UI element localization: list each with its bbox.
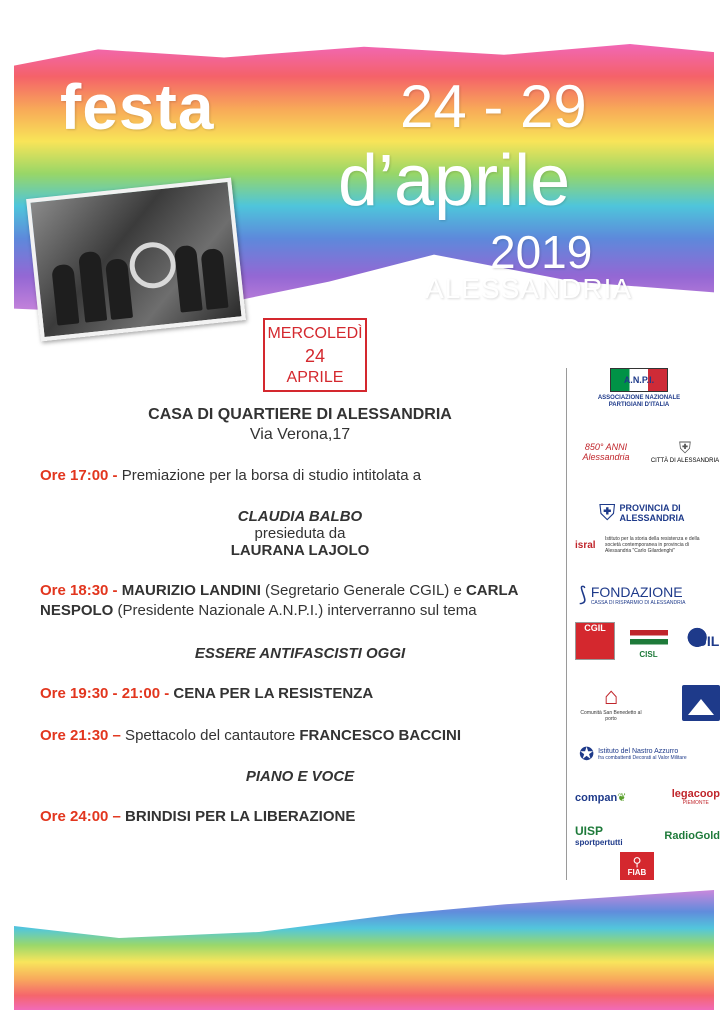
event-5-time: Ore 24:00 – xyxy=(40,808,121,825)
event-1-name: CLAUDIA BALBO xyxy=(237,508,363,525)
event-4 xyxy=(40,726,560,746)
uisp-radio-logos xyxy=(575,824,720,847)
comunita-nastro-logos xyxy=(575,684,720,722)
provincia-shield-icon: ⛨ xyxy=(599,500,616,525)
bicycle-icon: ⚲ xyxy=(632,854,642,869)
citta-alessandria-label: CITTÀ DI ALESSANDRIA xyxy=(650,458,720,464)
rainbow-footer-background xyxy=(14,890,714,1010)
event-1-details xyxy=(40,508,560,559)
nastro-emblem-icon: ✪ xyxy=(579,744,595,764)
cisl-logo: CISL xyxy=(630,623,668,659)
legacoop-logo xyxy=(672,788,720,806)
nastro-sub: fra combattenti Decorati al Valor Militare xyxy=(598,755,687,761)
uisp-sub: sportpertutti xyxy=(575,838,623,847)
fondazione-icon: ⟆ xyxy=(579,584,587,606)
fondazione-text-block xyxy=(591,584,686,606)
date-month: APRILE xyxy=(286,369,344,386)
compan-logo xyxy=(575,791,626,804)
event-3-text: CENA PER LA RESISTENZA xyxy=(169,685,374,702)
event-2-time: Ore 18:30 - xyxy=(40,582,118,599)
date-day: 24 xyxy=(304,346,326,366)
comunita-label: Comunità San Benedetto al porto xyxy=(580,710,642,722)
mountain-logo xyxy=(682,685,720,721)
fondazione-label: FONDAZIONE xyxy=(590,583,683,600)
compan-label: compan xyxy=(575,791,618,804)
anpi-logo xyxy=(589,368,689,409)
compan-legacoop-logos xyxy=(575,788,720,806)
isral-mark: isral xyxy=(575,539,596,551)
historic-photo xyxy=(26,178,246,342)
fiab-label: FIAB xyxy=(627,867,647,877)
citta-alessandria-logo xyxy=(650,440,720,464)
cgil-logo: CGIL xyxy=(575,622,615,660)
event-2-role-2: (Presidente Nazionale A.N.P.I.) interverranno sul tema xyxy=(113,602,477,619)
house-icon: ⌂ xyxy=(603,683,619,710)
event-1-text: Premiazione per la borsa di studio intitolata a xyxy=(117,467,422,484)
event-5 xyxy=(40,807,560,827)
fiab-logo xyxy=(617,852,657,880)
fondazione-logo xyxy=(575,582,720,607)
title-month: d’aprile xyxy=(338,141,571,221)
photo-figure xyxy=(78,251,107,323)
anpi-flag-icon: A.N.P.I. xyxy=(610,368,668,392)
event-4-text: Spettacolo del cantautore xyxy=(120,727,300,744)
uisp-logo xyxy=(575,824,623,847)
nastro-text-block xyxy=(598,748,687,761)
nastro-azzurro-logo xyxy=(575,744,720,765)
uil-logo xyxy=(682,623,720,659)
isral-text: Istituto per la storia della resistenza e della società contemporanea in provincia di Alessandria "Carlo Gilardenghi" xyxy=(605,536,700,554)
uisp-label: UISP xyxy=(575,824,604,838)
mountain-icon xyxy=(688,699,714,715)
legacoop-label: legacoop xyxy=(671,788,720,800)
event-1-sub: presieduta da xyxy=(254,525,346,542)
union-logos xyxy=(575,622,720,660)
title-festa: festa xyxy=(60,71,215,143)
provincia-logo xyxy=(575,500,720,526)
event-2-speaker-2-first: CARLA xyxy=(465,582,519,599)
event-4-time: Ore 21:30 – xyxy=(40,727,121,744)
venue-address: Via Verona,17 xyxy=(249,426,351,443)
isral-logo xyxy=(575,536,720,554)
alessandria-850-logo: 850° ANNI Alessandria xyxy=(582,442,630,462)
photo-figure xyxy=(174,245,203,313)
fondazione-sub: CASSA DI RISPARMIO DI ALESSANDRIA xyxy=(590,599,686,606)
title-city: ALESSANDRIA xyxy=(425,273,633,304)
event-2-role-1: (Segretario Generale CGIL) e xyxy=(260,582,466,599)
program-content xyxy=(40,400,560,827)
event-2-speaker-2-last: NESPOLO xyxy=(40,602,114,619)
event-3 xyxy=(40,684,560,704)
compan-leaf-icon: ❦ xyxy=(617,791,627,804)
photo-figure xyxy=(51,264,79,326)
event-1-time: Ore 17:00 - xyxy=(40,467,118,484)
title-dates: 24 - 29 xyxy=(400,73,587,140)
event-2 xyxy=(40,581,560,621)
photo-wreath xyxy=(127,240,178,291)
event-1-person: LAURANA LAJOLO xyxy=(230,542,370,559)
event-1 xyxy=(40,466,560,486)
event-5-text: BRINDISI PER LA LIBERAZIONE xyxy=(120,808,356,825)
event-4-theme: PIANO E VOCE xyxy=(245,768,355,785)
event-3-time: Ore 19:30 - 21:00 - xyxy=(40,685,170,702)
photo-figure xyxy=(200,248,228,310)
fiab-badge xyxy=(620,852,654,880)
coat-of-arms-icon: ⛨ xyxy=(678,440,691,457)
event-2-theme: ESSERE ANTIFASCISTI OGGI xyxy=(194,645,406,662)
sponsor-column xyxy=(566,368,720,880)
comunita-logo xyxy=(575,684,647,722)
provincia-label: PROVINCIA DI ALESSANDRIA xyxy=(619,503,685,523)
uil-label: UIL xyxy=(696,633,720,649)
radiogold-logo: RadioGold xyxy=(664,829,720,842)
anpi-name: ASSOCIAZIONE NAZIONALE PARTIGIANI D'ITALIA xyxy=(597,395,681,408)
legacoop-sub: PIEMONTE xyxy=(682,800,709,806)
event-2-speaker-1: MAURIZIO LANDINI xyxy=(117,582,261,599)
date-weekday: MERCOLEDÌ xyxy=(267,325,363,342)
title-year: 2019 xyxy=(490,226,593,278)
date-box xyxy=(263,318,367,392)
nastro-label: Istituto del Nastro Azzurro xyxy=(598,748,679,755)
event-4-artist: FRANCESCO BACCINI xyxy=(299,727,462,744)
venue-name: CASA DI QUARTIERE DI ALESSANDRIA xyxy=(148,406,452,423)
alessandria-logos xyxy=(575,440,720,464)
